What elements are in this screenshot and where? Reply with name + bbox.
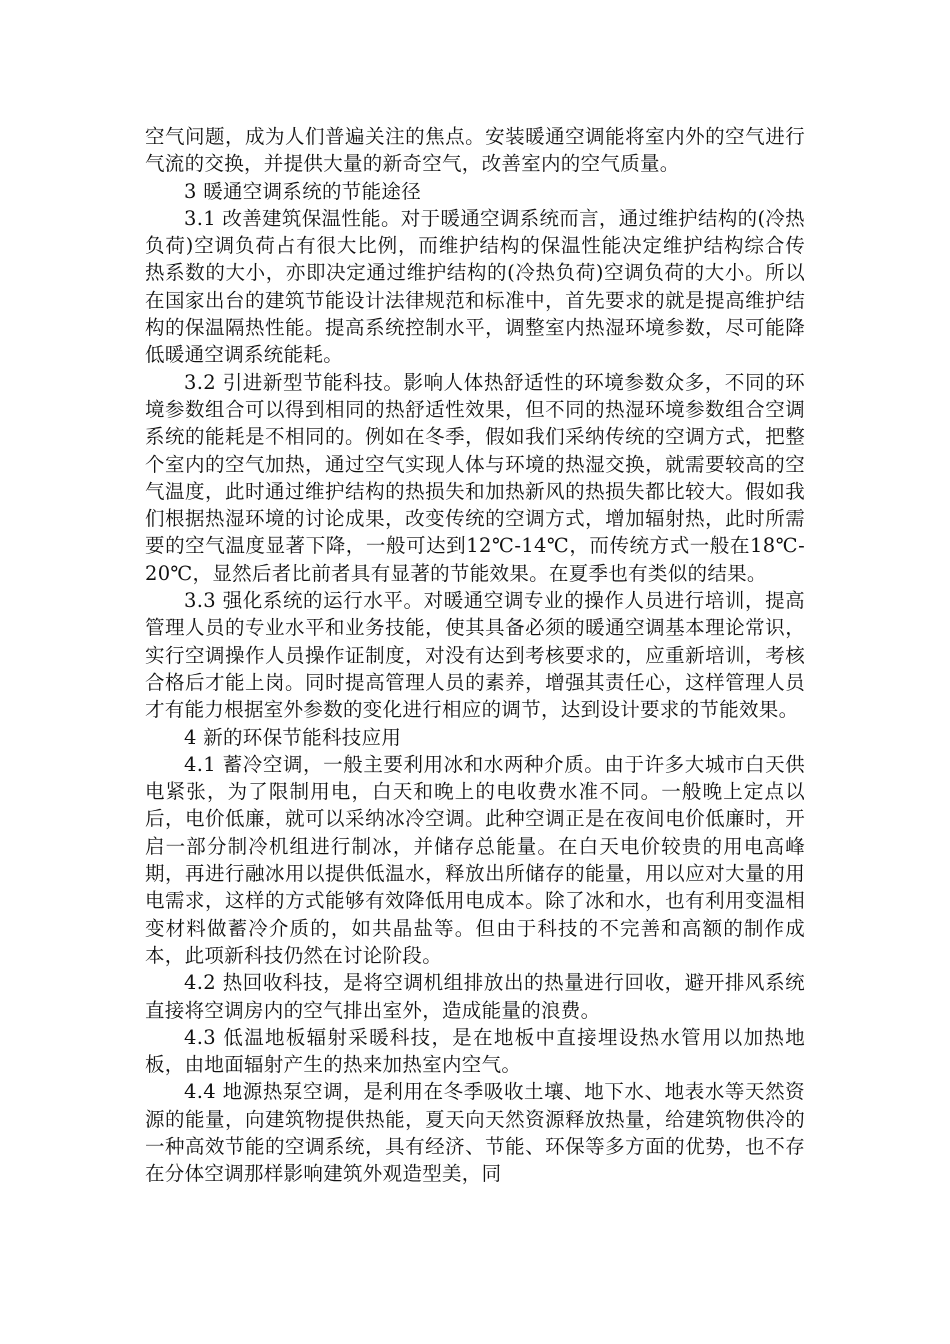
paragraph-3-1: 3.1 改善建筑保温性能。对于暖通空调系统而言，通过维护结构的(冷热负荷)空调负荷占有很大比例，而维护结构的保温性能决定维护结构综合传热系数的大小，亦即决定通过维护结构的(冷热负荷)空调负荷的大小。所以在国家出台的建筑节能设计法律规范和标准中，首先要求的就是提高维护结构的保温隔热性能。提高系统控制水平，调整室内热湿环境参数，尽可能降低暖通空调系统能耗。 — [145, 206, 805, 367]
section-heading-3: 3 暖通空调系统的节能途径 — [184, 179, 422, 203]
paragraph-4-1: 4.1 蓄冷空调，一般主要利用冰和水两种介质。由于许多大城市白天供电紧张，为了限制用电，白天和晚上的电收费水准不同。一般晚上定点以后，电价低廉，就可以采纳冰冷空调。此种空调正是在夜间电价低廉时，开启一部分制冷机组进行制冰，并储存总能量。在白天电价较贵的用电高峰期，再进行融冰用以提供低温水，释放出所储存的能量，用以应对大量的用电需求，这样的方式能够有效降低用电成本。除了冰和水，也有利用变温相变材料做蓄冷介质的，如共晶盐等。但由于科技的不完善和高额的制作成本，此项新科技仍然在讨论阶段。 — [145, 752, 805, 967]
paragraph-3-2: 3.2 引进新型节能科技。影响人体热舒适性的环境参数众多，不同的环境参数组合可以得到相同的热舒适性效果，但不同的热湿环境参数组合空调系统的能耗是不相同的。例如在冬季，假如我们采纳传统的空调方式，把整个室内的空气加热，通过空气实现人体与环境的热湿交换，就需要较高的空气温度，此时通过维护结构的热损失和加热新风的热损失都比较大。假如我们根据热湿环境的讨论成果，改变传统的空调方式，增加辐射热，此时所需要的空气温度显著下降，一般可达到12℃-14℃，而传统方式一般在18℃-20℃，显然后者比前者具有显著的节能效果。在夏季也有类似的结果。 — [145, 370, 805, 585]
paragraph-4-4: 4.4 地源热泵空调，是利用在冬季吸收土壤、地下水、地表水等天然资源的能量，向建筑物提供热能，夏天向天然资源释放热量，给建筑物供冷的一种高效节能的空调系统，具有经济、节能、环保等多方面的优势，也不存在分体空调那样影响建筑外观造型美，同 — [145, 1080, 805, 1186]
document-body — [145, 123, 805, 1188]
paragraph-intro-continuation: 空气问题，成为人们普遍关注的焦点。安装暖通空调能将室内外的空气进行气流的交换，并提供大量的新奇空气，改善室内的空气质量。 — [145, 125, 805, 176]
paragraph-4-3: 4.3 低温地板辐射采暖科技，是在地板中直接埋设热水管用以加热地板，由地面辐射产生的热来加热室内空气。 — [145, 1025, 805, 1077]
section-heading-4: 4 新的环保节能科技应用 — [184, 725, 402, 749]
paragraph-4-2: 4.2 热回收科技，是将空调机组排放出的热量进行回收，避开排风系统直接将空调房内的空气排出室外，造成能量的浪费。 — [145, 971, 805, 1022]
paragraph-3-3: 3.3 强化系统的运行水平。对暖通空调专业的操作人员进行培训，提高管理人员的专业水平和业务技能，使其具备必须的暖通空调基本理论常识，实行空调操作人员操作证制度，对没有达到考核要求的，应重新培训，考核合格后才能上岗。同时提高管理人员的素养，增强其责任心，这样管理人员才有能力根据室外参数的变化进行相应的调节，达到设计要求的节能效果。 — [145, 589, 805, 722]
